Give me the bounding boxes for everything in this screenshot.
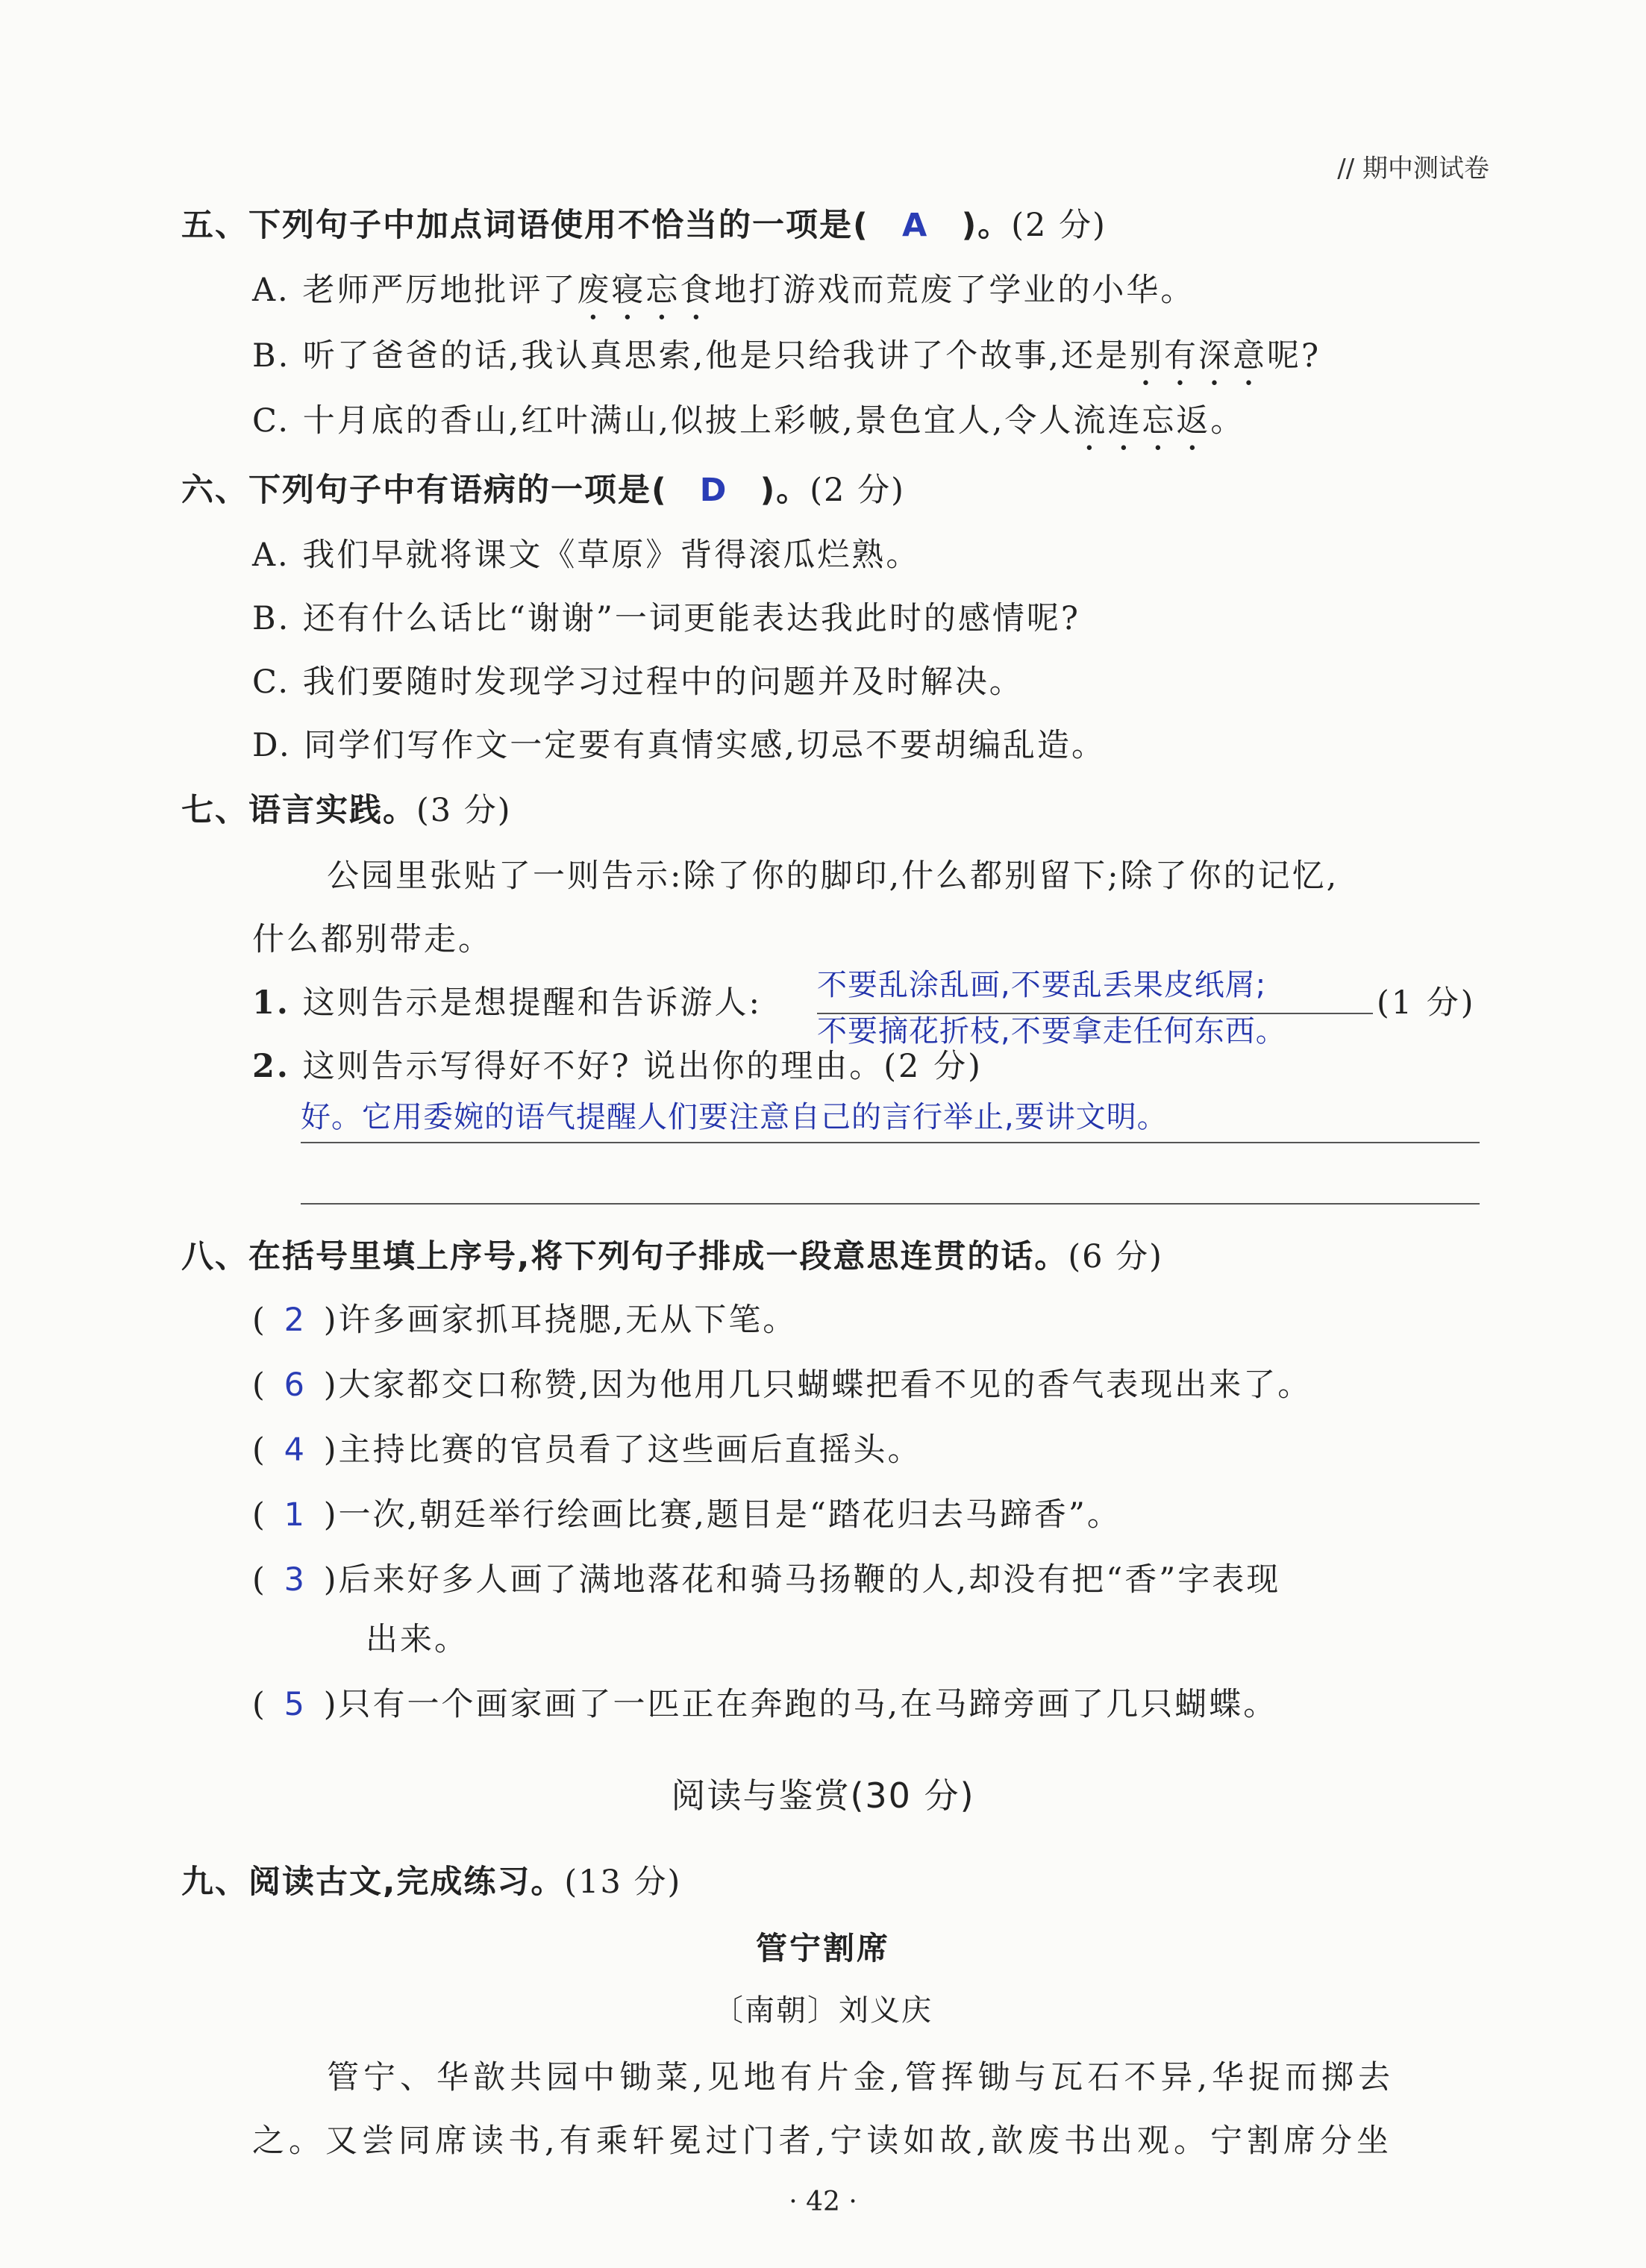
q7-sub2: 2. 这则告示写得好不好? 说出你的理由。(2 分)	[252, 1048, 983, 1085]
q7-paragraph-line-1: 公园里张贴了一则告示:除了你的脚印,什么都别留下;除了你的记忆,	[327, 857, 1339, 895]
answer-line	[301, 1203, 1480, 1205]
q6-option-c: C. 我们要随时发现学习过程中的问题并及时解决。	[252, 663, 1024, 701]
q8-item-6-answer: 5	[284, 1686, 307, 1723]
q7-sub1-answer-line-2: 不要摘花折枝,不要拿走任何东西。	[817, 1014, 1286, 1049]
page-header: // 期中测试卷	[1337, 154, 1489, 184]
q8-item-4-answer: 1	[284, 1496, 307, 1534]
q7-sub1-points: (1 分)	[1377, 984, 1476, 1022]
q8-item-1-answer: 2	[284, 1302, 307, 1339]
passage-line-2: 之。又尝同席读书,有乘轩冕过门者,宁读如故,歆废书出观。宁割席分坐	[252, 2122, 1394, 2160]
answer-line	[301, 1142, 1480, 1143]
q5-c-dotted-word: 流连忘返	[1073, 402, 1211, 440]
q6-title: 六、下列句子中有语病的一项是( D )。(2 分)	[181, 472, 905, 509]
q5-title: 五、下列句子中加点词语使用不恰当的一项是( A )。(2 分)	[181, 207, 1107, 244]
page-number: · 42 ·	[789, 2187, 857, 2217]
q9-title: 九、阅读古文,完成练习。(13 分)	[181, 1864, 682, 1901]
q7-paragraph-line-2: 什么都别带走。	[252, 921, 492, 958]
passage-title: 管宁割席	[755, 1930, 890, 1966]
passage-line-1: 管宁、华歆共园中锄菜,见地有片金,管挥锄与瓦石不异,华捉而掷去	[327, 2059, 1395, 2096]
q5-b-dotted-word: 别有深意	[1129, 337, 1267, 375]
q5-option-c: C. 十月底的香山,红叶满山,似披上彩帔,景色宜人,令人流连忘返。	[252, 402, 1245, 440]
q7-sub2-answer: 好。它用委婉的语气提醒人们要注意自己的言行举止,要讲文明。	[301, 1100, 1168, 1134]
q6-option-d: D. 同学们写作文一定要有真情实感,切忌不要胡编乱造。	[252, 727, 1106, 764]
q8-item-5-answer: 3	[284, 1561, 307, 1599]
q7-sub1-answer-line-1: 不要乱涂乱画,不要乱丢果皮纸屑;	[817, 968, 1267, 1002]
q8-item-3: ( 4 )主持比赛的官员看了这些画后直摇头。	[252, 1431, 922, 1469]
q8-item-1: ( 2 )许多画家抓耳挠腮,无从下笔。	[252, 1302, 798, 1339]
q8-item-5-continuation: 出来。	[366, 1621, 469, 1658]
q6-answer: D	[699, 472, 728, 509]
q8-item-2-answer: 6	[284, 1366, 307, 1404]
q7-title: 七、语言实践。(3 分)	[181, 792, 512, 829]
q8-item-5: ( 3 )后来好多人画了满地落花和骑马扬鞭的人,却没有把“香”字表现	[252, 1561, 1281, 1599]
q5-answer: A	[902, 207, 929, 244]
q8-item-3-answer: 4	[284, 1431, 307, 1469]
q8-item-4: ( 1 )一次,朝廷举行绘画比赛,题目是“踏花归去马蹄香”。	[252, 1496, 1121, 1534]
q5-option-a: A. 老师严厉地批评了废寝忘食地打游戏而荒废了学业的小华。	[252, 272, 1195, 309]
q8-title: 八、在括号里填上序号,将下列句子排成一段意思连贯的话。(6 分)	[181, 1238, 1163, 1275]
q5-option-b: B. 听了爸爸的话,我认真思索,他是只给我讲了个故事,还是别有深意呢?	[252, 337, 1321, 375]
q5-a-dotted-word: 废寝忘食	[577, 272, 715, 309]
q8-item-2: ( 6 )大家都交口称赞,因为他用几只蝴蝶把看不见的香气表现出来了。	[252, 1366, 1312, 1404]
q6-option-b: B. 还有什么话比“谢谢”一词更能表达我此时的感情呢?	[252, 600, 1080, 637]
q6-option-a: A. 我们早就将课文《草原》背得滚瓜烂熟。	[252, 537, 921, 574]
section-heading: 阅读与鉴赏(30 分)	[671, 1775, 975, 1816]
passage-author: 〔南朝〕刘义庆	[713, 1993, 933, 2028]
q8-item-6: ( 5 )只有一个画家画了一匹正在奔跑的马,在马蹄旁画了几只蝴蝶。	[252, 1686, 1278, 1723]
q7-sub1: 1. 这则告示是想提醒和告诉游人:	[252, 984, 763, 1022]
